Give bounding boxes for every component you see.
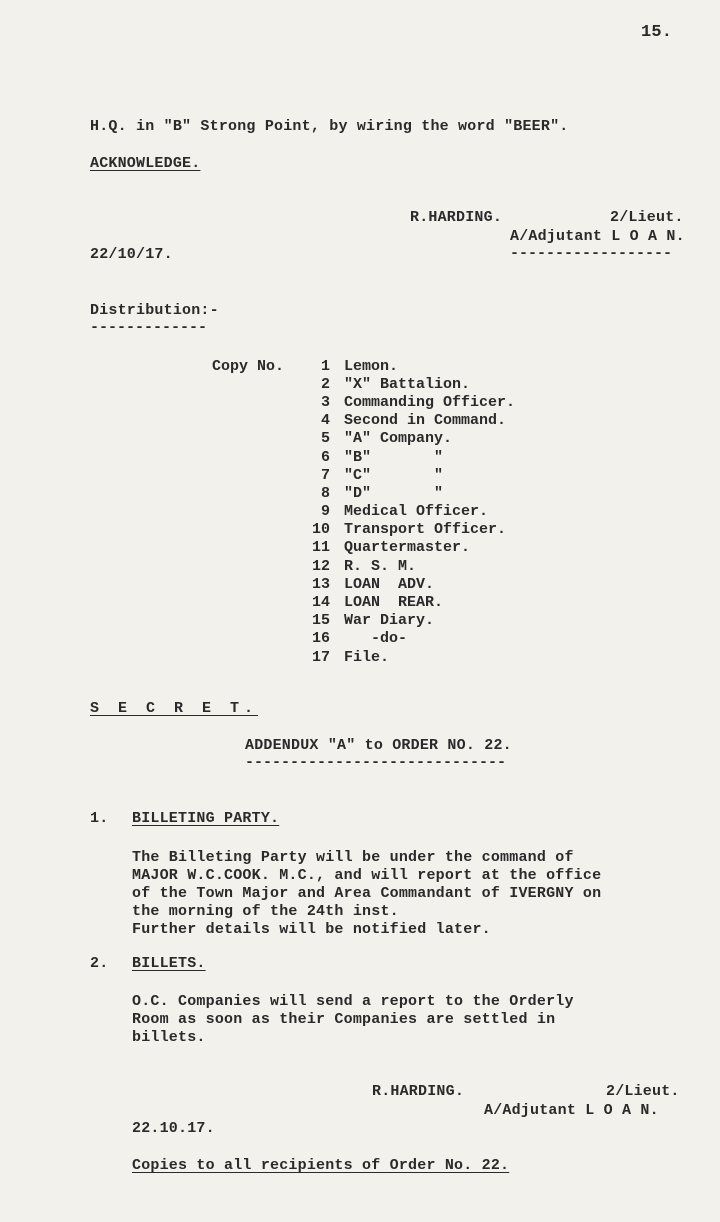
copy-recipient: LOAN ADV. [344, 575, 435, 593]
distribution-list [212, 357, 515, 666]
copy-number: 5 [320, 430, 330, 448]
signature-rank: 2/Lieut. [610, 209, 684, 226]
signature-date: 22/10/17. [90, 246, 173, 263]
section-heading: BILLETS. [132, 955, 206, 972]
copy-number: 6 [320, 448, 330, 466]
section-line: The Billeting Party will be under the command of [132, 849, 574, 866]
copy-recipient: "A" Company. [344, 430, 453, 448]
distribution-rule: ------------- [90, 319, 208, 336]
copy-label: Copy No. [212, 357, 285, 375]
copy-recipient: File. [344, 648, 390, 666]
section-line: of the Town Major and Area Commandant of IVERGNY on [132, 885, 602, 902]
copy-number: 15 [311, 612, 330, 630]
copy-number: 8 [320, 484, 330, 502]
opening-line: H.Q. in "B" Strong Point, by wiring the word "BEER". [90, 118, 569, 135]
copy-number: 3 [320, 393, 330, 411]
copy-recipient: Medical Officer. [344, 503, 489, 521]
copy-number: 4 [320, 412, 330, 430]
signature-title: A/Adjutant L O A N. [510, 228, 685, 245]
copy-recipient: "B" " [344, 448, 444, 466]
page-number: 15. [641, 23, 673, 42]
distribution-row [212, 448, 515, 466]
copy-number: 17 [311, 648, 330, 666]
copy-recipient: Lemon. [344, 357, 399, 375]
distribution-row [212, 466, 515, 484]
copy-recipient: Commanding Officer. [344, 393, 516, 411]
copy-recipient: "X" Battalion. [344, 375, 471, 393]
distribution-row [212, 375, 515, 393]
copy-number: 14 [311, 594, 330, 612]
copy-recipient: "C" " [344, 466, 444, 484]
signature-title: A/Adjutant L O A N. [484, 1102, 659, 1119]
copy-number: 13 [311, 575, 330, 593]
signature-rank: 2/Lieut. [606, 1083, 680, 1100]
copy-number: 7 [320, 466, 330, 484]
signature-name: R.HARDING. [410, 209, 503, 226]
copies-note: Copies to all recipients of Order No. 22. [132, 1157, 510, 1174]
secret-heading: S E C R E T. [90, 700, 259, 717]
copy-number: 10 [311, 521, 330, 539]
signature-rule: ------------------ [510, 245, 673, 262]
copy-recipient: LOAN REAR. [344, 594, 444, 612]
copy-number: 12 [311, 557, 330, 575]
distribution-row [212, 557, 515, 575]
copy-recipient: -do- [344, 630, 408, 648]
distribution-row [212, 357, 515, 375]
section-line: Further details will be notified later. [132, 921, 491, 938]
distribution-row [212, 430, 515, 448]
copy-number: 11 [311, 539, 330, 557]
addendum-rule: ----------------------------- [245, 754, 507, 771]
copy-recipient: Quartermaster. [344, 539, 471, 557]
distribution-row [212, 393, 515, 411]
distribution-row [212, 575, 515, 593]
addendum-title: ADDENDUX "A" to ORDER NO. 22. [245, 737, 512, 754]
distribution-row [212, 412, 515, 430]
section-line: MAJOR W.C.COOK. M.C., and will report at the office [132, 867, 602, 884]
copy-number: 16 [311, 630, 330, 648]
distribution-heading: Distribution:- [90, 302, 219, 319]
distribution-row [212, 503, 515, 521]
copy-recipient: Second in Command. [344, 412, 507, 430]
section-number: 1. [90, 810, 109, 827]
copy-number: 2 [320, 375, 330, 393]
copy-recipient: Transport Officer. [344, 521, 507, 539]
distribution-row [212, 612, 515, 630]
signature-date: 22.10.17. [132, 1120, 215, 1137]
copy-number: 9 [320, 503, 330, 521]
copy-recipient: R. S. M. [344, 557, 417, 575]
acknowledge-heading: ACKNOWLEDGE. [90, 155, 201, 172]
distribution-row [212, 630, 515, 648]
copy-number: 1 [320, 357, 330, 375]
section-number: 2. [90, 955, 109, 972]
distribution-row [212, 593, 515, 611]
section-heading: BILLETING PARTY. [132, 810, 280, 827]
copy-recipient: "D" " [344, 484, 444, 502]
signature-name: R.HARDING. [372, 1083, 465, 1100]
section-line: Room as soon as their Companies are settled in [132, 1011, 556, 1028]
section-line: O.C. Companies will send a report to the Orderly [132, 993, 574, 1010]
distribution-row [212, 648, 515, 666]
distribution-row [212, 484, 515, 502]
copy-recipient: War Diary. [344, 612, 435, 630]
distribution-row [212, 539, 515, 557]
distribution-row [212, 521, 515, 539]
section-line: the morning of the 24th inst. [132, 903, 399, 920]
section-line: billets. [132, 1029, 206, 1046]
